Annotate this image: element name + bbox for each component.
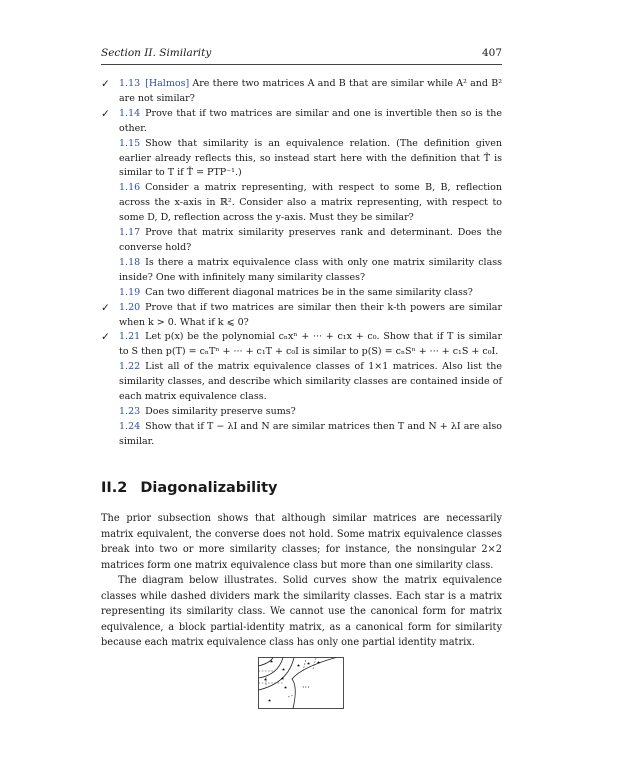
exercise-item bbox=[101, 330, 502, 360]
star: ⋆ bbox=[296, 661, 302, 670]
exercise-number[interactable]: 1.21 bbox=[119, 331, 141, 343]
exercise-item bbox=[101, 107, 502, 137]
star: ⋆ bbox=[316, 658, 322, 667]
exercise-number[interactable]: 1.16 bbox=[119, 182, 141, 194]
similarity-divider bbox=[288, 695, 294, 697]
exercise-item bbox=[101, 286, 502, 301]
exercise-item bbox=[101, 301, 502, 331]
exercise-number[interactable]: 1.14 bbox=[119, 107, 141, 119]
exercise-list bbox=[101, 77, 502, 450]
exercise-text: Show that if T − λI and N are similar matrices then T and N + λI are also similar. bbox=[119, 420, 502, 447]
exercise-text: Prove that if two matrices are similar then their k-th powers are similar when k > 0. What if k ⩽ 0? bbox=[119, 301, 502, 328]
exercise-text: Consider a matrix representing, with respect to some B, B, reflection across the x-axis in ℝ². Consider also a matrix representing, with respect to some D, D, reflection across the y-axis. Must they be similar? bbox=[119, 182, 502, 224]
section-body bbox=[101, 511, 502, 651]
exercise-number[interactable]: 1.20 bbox=[119, 301, 141, 313]
exercise-item bbox=[101, 360, 502, 405]
equivalence-class-curve bbox=[259, 658, 295, 691]
star: ⋆ bbox=[269, 657, 275, 666]
exercise-item bbox=[101, 226, 502, 256]
exercise-text: Does similarity preserve sums? bbox=[145, 405, 296, 417]
page-number: 407 bbox=[481, 47, 502, 59]
exercise-text: Are there two matrices A and B that are similar while A² and B² are not similar? bbox=[119, 78, 503, 104]
exercise-item bbox=[101, 256, 502, 286]
section-title-text: Diagonalizability bbox=[140, 480, 278, 496]
checkmark-icon: ✓ bbox=[101, 78, 110, 90]
star: ⋆ bbox=[267, 696, 273, 705]
star: ⋆ bbox=[283, 683, 289, 692]
exercise-text: Show that similarity is an equivalence relation. (The definition given earlier already reflects this, so instead start here with the definition that T̂ is similar to T if T̂ = PTP⁻¹.) bbox=[119, 137, 502, 179]
checkmark-icon: ✓ bbox=[101, 301, 110, 314]
checkmark-icon: ✓ bbox=[101, 107, 110, 120]
star: ⋆ bbox=[280, 674, 286, 683]
exercise-item bbox=[101, 181, 502, 226]
section-heading bbox=[101, 480, 277, 496]
section-number: II.2 bbox=[101, 480, 128, 496]
exercise-text: Let p(x) be the polynomial cₙxⁿ + ··· + c₁x + c₀. Show that if T is similar to S then p(T) = cₙTⁿ + ··· + c₁T + c₀I is similar to p(S) = cₙSⁿ + ··· + c₁S + c₀I. bbox=[119, 331, 502, 358]
exercise-text: List all of the matrix equivalence classes of 1×1 matrices. Also list the similarity classes, and describe which similarity classes are contained inside of each matrix equivalence class. bbox=[119, 361, 502, 403]
running-header bbox=[101, 44, 502, 65]
similarity-classes-diagram bbox=[258, 657, 344, 709]
exercise-number[interactable]: 1.17 bbox=[119, 227, 141, 239]
exercise-item bbox=[101, 77, 502, 107]
exercise-number[interactable]: 1.23 bbox=[119, 405, 141, 417]
citation-link[interactable]: [Halmos] bbox=[145, 78, 190, 89]
exercise-text: Prove that if two matrices are similar and one is invertible then so is the other. bbox=[119, 107, 502, 134]
paragraph: The prior subsection shows that although similar matrices are necessarily matrix equivalent, the converse does not hold. Some matrix equivalence classes break into two or more similarity classes; for instance, the nonsingular 2×2 matrices form one matrix equivalence class but more than one similarity class. bbox=[101, 513, 502, 571]
ellipsis: ··· bbox=[302, 683, 310, 692]
star: ⋆ bbox=[306, 659, 312, 668]
exercise-item bbox=[101, 420, 502, 450]
paragraph: The diagram below illustrates. Solid curves show the matrix equivalence classes while dashed dividers mark the similarity classes. Each star is a matrix representing its similarity class. We cannot use the canonical form for matrix equivalence, a block partial-identity matrix, as a canonical form for similarity because each matrix equivalence class has only one partial identity matrix. bbox=[101, 575, 502, 648]
exercise-text: Is there a matrix equivalence class with only one matrix similarity class inside? One with infinitely many similarity classes? bbox=[119, 256, 502, 283]
exercise-item bbox=[101, 137, 502, 182]
star: ⋆ bbox=[263, 675, 269, 684]
exercise-number[interactable]: 1.19 bbox=[119, 286, 141, 298]
exercise-item bbox=[101, 405, 502, 420]
exercise-number[interactable]: 1.13 bbox=[119, 78, 141, 89]
exercise-number[interactable]: 1.22 bbox=[119, 361, 141, 373]
star: ⋆ bbox=[281, 665, 287, 674]
exercise-text: Prove that matrix similarity preserves rank and determinant. Does the converse hold? bbox=[119, 227, 502, 253]
exercise-text: Can two different diagonal matrices be in the same similarity class? bbox=[145, 286, 473, 298]
checkmark-icon: ✓ bbox=[101, 331, 110, 344]
exercise-number[interactable]: 1.24 bbox=[119, 420, 141, 432]
running-title: Section II. Similarity bbox=[101, 47, 212, 59]
exercise-number[interactable]: 1.15 bbox=[119, 137, 141, 149]
exercise-number[interactable]: 1.18 bbox=[119, 256, 141, 268]
